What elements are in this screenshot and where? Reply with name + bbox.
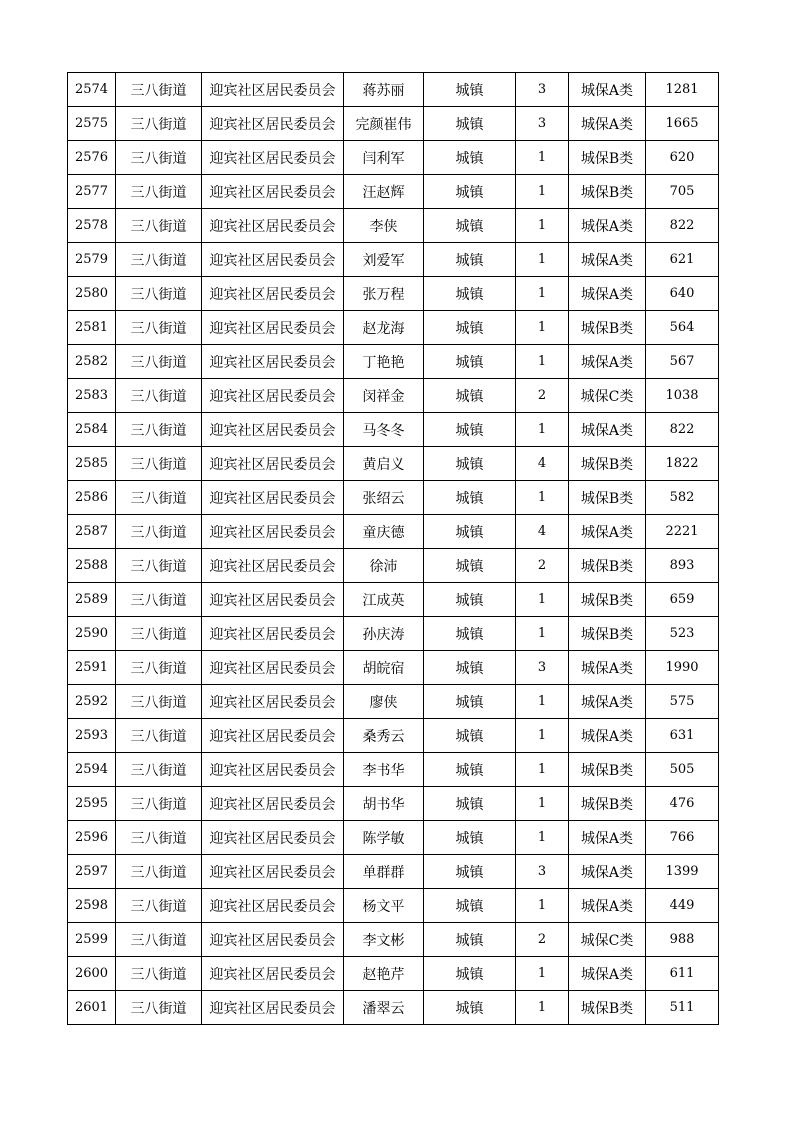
- committee-cell: 迎宾社区居民委员会: [202, 821, 344, 855]
- category-cell: 城保B类: [569, 549, 646, 583]
- category-cell: 城保A类: [569, 413, 646, 447]
- table-row: [68, 107, 719, 141]
- household-size-cell: 1: [516, 719, 569, 753]
- household-size-cell: 1: [516, 209, 569, 243]
- area-type-cell: 城镇: [424, 583, 516, 617]
- household-size-cell: 1: [516, 141, 569, 175]
- name-cell: 单群群: [344, 855, 424, 889]
- category-cell: 城保B类: [569, 787, 646, 821]
- street-cell: 三八街道: [116, 787, 202, 821]
- table-row: [68, 651, 719, 685]
- area-type-cell: 城镇: [424, 549, 516, 583]
- table-row: [68, 413, 719, 447]
- row-number: 2574: [68, 73, 116, 107]
- category-cell: 城保B类: [569, 991, 646, 1025]
- household-size-cell: 4: [516, 515, 569, 549]
- household-size-cell: 1: [516, 413, 569, 447]
- row-number: 2593: [68, 719, 116, 753]
- amount-cell: 505: [646, 753, 719, 787]
- table-row: [68, 821, 719, 855]
- category-cell: 城保A类: [569, 73, 646, 107]
- category-cell: 城保A类: [569, 719, 646, 753]
- category-cell: 城保A类: [569, 651, 646, 685]
- area-type-cell: 城镇: [424, 821, 516, 855]
- name-cell: 李侠: [344, 209, 424, 243]
- household-size-cell: 1: [516, 787, 569, 821]
- table-row: [68, 481, 719, 515]
- street-cell: 三八街道: [116, 889, 202, 923]
- table-row: [68, 889, 719, 923]
- committee-cell: 迎宾社区居民委员会: [202, 923, 344, 957]
- table-row: [68, 209, 719, 243]
- row-number: 2580: [68, 277, 116, 311]
- category-cell: 城保A类: [569, 957, 646, 991]
- committee-cell: 迎宾社区居民委员会: [202, 549, 344, 583]
- table-body: [68, 73, 719, 1025]
- amount-cell: 1399: [646, 855, 719, 889]
- committee-cell: 迎宾社区居民委员会: [202, 345, 344, 379]
- category-cell: 城保A类: [569, 515, 646, 549]
- area-type-cell: 城镇: [424, 209, 516, 243]
- household-size-cell: 2: [516, 379, 569, 413]
- street-cell: 三八街道: [116, 957, 202, 991]
- area-type-cell: 城镇: [424, 413, 516, 447]
- amount-cell: 620: [646, 141, 719, 175]
- street-cell: 三八街道: [116, 277, 202, 311]
- household-size-cell: 1: [516, 345, 569, 379]
- amount-cell: 705: [646, 175, 719, 209]
- area-type-cell: 城镇: [424, 957, 516, 991]
- amount-cell: 575: [646, 685, 719, 719]
- name-cell: 李书华: [344, 753, 424, 787]
- table-row: [68, 447, 719, 481]
- table-row: [68, 175, 719, 209]
- amount-cell: 449: [646, 889, 719, 923]
- name-cell: 赵龙海: [344, 311, 424, 345]
- street-cell: 三八街道: [116, 345, 202, 379]
- row-number: 2598: [68, 889, 116, 923]
- area-type-cell: 城镇: [424, 277, 516, 311]
- row-number: 2583: [68, 379, 116, 413]
- street-cell: 三八街道: [116, 583, 202, 617]
- table-row: [68, 957, 719, 991]
- category-cell: 城保A类: [569, 821, 646, 855]
- amount-cell: 822: [646, 413, 719, 447]
- table-row: [68, 753, 719, 787]
- row-number: 2575: [68, 107, 116, 141]
- category-cell: 城保C类: [569, 923, 646, 957]
- amount-cell: 564: [646, 311, 719, 345]
- name-cell: 张绍云: [344, 481, 424, 515]
- row-number: 2584: [68, 413, 116, 447]
- area-type-cell: 城镇: [424, 311, 516, 345]
- table-row: [68, 277, 719, 311]
- committee-cell: 迎宾社区居民委员会: [202, 209, 344, 243]
- committee-cell: 迎宾社区居民委员会: [202, 311, 344, 345]
- amount-cell: 822: [646, 209, 719, 243]
- household-size-cell: 2: [516, 923, 569, 957]
- committee-cell: 迎宾社区居民委员会: [202, 175, 344, 209]
- table-row: [68, 787, 719, 821]
- area-type-cell: 城镇: [424, 243, 516, 277]
- street-cell: 三八街道: [116, 175, 202, 209]
- household-size-cell: 1: [516, 957, 569, 991]
- area-type-cell: 城镇: [424, 753, 516, 787]
- household-size-cell: 1: [516, 175, 569, 209]
- name-cell: 蒋苏丽: [344, 73, 424, 107]
- committee-cell: 迎宾社区居民委员会: [202, 719, 344, 753]
- amount-cell: 893: [646, 549, 719, 583]
- name-cell: 胡书华: [344, 787, 424, 821]
- name-cell: 童庆德: [344, 515, 424, 549]
- area-type-cell: 城镇: [424, 141, 516, 175]
- area-type-cell: 城镇: [424, 345, 516, 379]
- area-type-cell: 城镇: [424, 923, 516, 957]
- category-cell: 城保B类: [569, 617, 646, 651]
- committee-cell: 迎宾社区居民委员会: [202, 855, 344, 889]
- name-cell: 陈学敏: [344, 821, 424, 855]
- category-cell: 城保A类: [569, 209, 646, 243]
- committee-cell: 迎宾社区居民委员会: [202, 107, 344, 141]
- household-size-cell: 3: [516, 73, 569, 107]
- category-cell: 城保B类: [569, 583, 646, 617]
- row-number: 2585: [68, 447, 116, 481]
- amount-cell: 2221: [646, 515, 719, 549]
- row-number: 2591: [68, 651, 116, 685]
- amount-cell: 621: [646, 243, 719, 277]
- household-size-cell: 1: [516, 243, 569, 277]
- household-size-cell: 1: [516, 311, 569, 345]
- street-cell: 三八街道: [116, 991, 202, 1025]
- street-cell: 三八街道: [116, 549, 202, 583]
- household-size-cell: 3: [516, 651, 569, 685]
- committee-cell: 迎宾社区居民委员会: [202, 73, 344, 107]
- amount-cell: 640: [646, 277, 719, 311]
- row-number: 2576: [68, 141, 116, 175]
- street-cell: 三八街道: [116, 481, 202, 515]
- row-number: 2578: [68, 209, 116, 243]
- beneficiary-table: [67, 72, 719, 1025]
- row-number: 2601: [68, 991, 116, 1025]
- area-type-cell: 城镇: [424, 787, 516, 821]
- table-row: [68, 617, 719, 651]
- area-type-cell: 城镇: [424, 175, 516, 209]
- table-row: [68, 243, 719, 277]
- amount-cell: 1990: [646, 651, 719, 685]
- amount-cell: 1665: [646, 107, 719, 141]
- committee-cell: 迎宾社区居民委员会: [202, 651, 344, 685]
- name-cell: 汪赵辉: [344, 175, 424, 209]
- street-cell: 三八街道: [116, 515, 202, 549]
- area-type-cell: 城镇: [424, 481, 516, 515]
- row-number: 2596: [68, 821, 116, 855]
- household-size-cell: 1: [516, 583, 569, 617]
- street-cell: 三八街道: [116, 617, 202, 651]
- category-cell: 城保B类: [569, 447, 646, 481]
- row-number: 2577: [68, 175, 116, 209]
- name-cell: 徐沛: [344, 549, 424, 583]
- table-row: [68, 685, 719, 719]
- name-cell: 黄启义: [344, 447, 424, 481]
- row-number: 2579: [68, 243, 116, 277]
- name-cell: 丁艳艳: [344, 345, 424, 379]
- table-row: [68, 991, 719, 1025]
- committee-cell: 迎宾社区居民委员会: [202, 515, 344, 549]
- amount-cell: 988: [646, 923, 719, 957]
- street-cell: 三八街道: [116, 73, 202, 107]
- amount-cell: 631: [646, 719, 719, 753]
- street-cell: 三八街道: [116, 311, 202, 345]
- row-number: 2595: [68, 787, 116, 821]
- name-cell: 闵祥金: [344, 379, 424, 413]
- row-number: 2588: [68, 549, 116, 583]
- household-size-cell: 3: [516, 107, 569, 141]
- committee-cell: 迎宾社区居民委员会: [202, 991, 344, 1025]
- category-cell: 城保A类: [569, 345, 646, 379]
- area-type-cell: 城镇: [424, 447, 516, 481]
- household-size-cell: 1: [516, 821, 569, 855]
- street-cell: 三八街道: [116, 413, 202, 447]
- committee-cell: 迎宾社区居民委员会: [202, 957, 344, 991]
- name-cell: 桑秀云: [344, 719, 424, 753]
- amount-cell: 611: [646, 957, 719, 991]
- household-size-cell: 1: [516, 685, 569, 719]
- committee-cell: 迎宾社区居民委员会: [202, 379, 344, 413]
- household-size-cell: 1: [516, 617, 569, 651]
- street-cell: 三八街道: [116, 209, 202, 243]
- committee-cell: 迎宾社区居民委员会: [202, 277, 344, 311]
- name-cell: 完颜崔伟: [344, 107, 424, 141]
- category-cell: 城保A类: [569, 889, 646, 923]
- row-number: 2600: [68, 957, 116, 991]
- category-cell: 城保B类: [569, 481, 646, 515]
- row-number: 2587: [68, 515, 116, 549]
- area-type-cell: 城镇: [424, 719, 516, 753]
- committee-cell: 迎宾社区居民委员会: [202, 685, 344, 719]
- name-cell: 孙庆涛: [344, 617, 424, 651]
- name-cell: 闫利军: [344, 141, 424, 175]
- amount-cell: 1822: [646, 447, 719, 481]
- category-cell: 城保B类: [569, 753, 646, 787]
- row-number: 2592: [68, 685, 116, 719]
- category-cell: 城保A类: [569, 855, 646, 889]
- committee-cell: 迎宾社区居民委员会: [202, 753, 344, 787]
- area-type-cell: 城镇: [424, 107, 516, 141]
- area-type-cell: 城镇: [424, 685, 516, 719]
- committee-cell: 迎宾社区居民委员会: [202, 889, 344, 923]
- street-cell: 三八街道: [116, 107, 202, 141]
- amount-cell: 582: [646, 481, 719, 515]
- row-number: 2599: [68, 923, 116, 957]
- name-cell: 胡皖宿: [344, 651, 424, 685]
- amount-cell: 523: [646, 617, 719, 651]
- amount-cell: 766: [646, 821, 719, 855]
- household-size-cell: 4: [516, 447, 569, 481]
- street-cell: 三八街道: [116, 141, 202, 175]
- household-size-cell: 1: [516, 277, 569, 311]
- name-cell: 刘爱军: [344, 243, 424, 277]
- table-row: [68, 515, 719, 549]
- row-number: 2594: [68, 753, 116, 787]
- row-number: 2597: [68, 855, 116, 889]
- amount-cell: 1281: [646, 73, 719, 107]
- area-type-cell: 城镇: [424, 73, 516, 107]
- table-row: [68, 923, 719, 957]
- street-cell: 三八街道: [116, 243, 202, 277]
- street-cell: 三八街道: [116, 447, 202, 481]
- table-row: [68, 311, 719, 345]
- row-number: 2590: [68, 617, 116, 651]
- category-cell: 城保C类: [569, 379, 646, 413]
- committee-cell: 迎宾社区居民委员会: [202, 583, 344, 617]
- area-type-cell: 城镇: [424, 651, 516, 685]
- household-size-cell: 3: [516, 855, 569, 889]
- name-cell: 张万程: [344, 277, 424, 311]
- committee-cell: 迎宾社区居民委员会: [202, 481, 344, 515]
- committee-cell: 迎宾社区居民委员会: [202, 447, 344, 481]
- category-cell: 城保A类: [569, 685, 646, 719]
- table-row: [68, 549, 719, 583]
- table-row: [68, 379, 719, 413]
- table-row: [68, 73, 719, 107]
- amount-cell: 511: [646, 991, 719, 1025]
- row-number: 2582: [68, 345, 116, 379]
- category-cell: 城保A类: [569, 277, 646, 311]
- category-cell: 城保A类: [569, 107, 646, 141]
- household-size-cell: 2: [516, 549, 569, 583]
- table-row: [68, 141, 719, 175]
- street-cell: 三八街道: [116, 685, 202, 719]
- household-size-cell: 1: [516, 753, 569, 787]
- amount-cell: 567: [646, 345, 719, 379]
- area-type-cell: 城镇: [424, 855, 516, 889]
- household-size-cell: 1: [516, 481, 569, 515]
- table-row: [68, 719, 719, 753]
- name-cell: 马冬冬: [344, 413, 424, 447]
- category-cell: 城保B类: [569, 175, 646, 209]
- committee-cell: 迎宾社区居民委员会: [202, 141, 344, 175]
- committee-cell: 迎宾社区居民委员会: [202, 413, 344, 447]
- household-size-cell: 1: [516, 991, 569, 1025]
- street-cell: 三八街道: [116, 719, 202, 753]
- street-cell: 三八街道: [116, 651, 202, 685]
- area-type-cell: 城镇: [424, 889, 516, 923]
- street-cell: 三八街道: [116, 923, 202, 957]
- street-cell: 三八街道: [116, 821, 202, 855]
- street-cell: 三八街道: [116, 855, 202, 889]
- name-cell: 赵艳芹: [344, 957, 424, 991]
- area-type-cell: 城镇: [424, 379, 516, 413]
- committee-cell: 迎宾社区居民委员会: [202, 243, 344, 277]
- street-cell: 三八街道: [116, 753, 202, 787]
- row-number: 2586: [68, 481, 116, 515]
- category-cell: 城保A类: [569, 243, 646, 277]
- table-row: [68, 345, 719, 379]
- name-cell: 廖侠: [344, 685, 424, 719]
- category-cell: 城保B类: [569, 141, 646, 175]
- household-size-cell: 1: [516, 889, 569, 923]
- amount-cell: 659: [646, 583, 719, 617]
- street-cell: 三八街道: [116, 379, 202, 413]
- category-cell: 城保B类: [569, 311, 646, 345]
- committee-cell: 迎宾社区居民委员会: [202, 617, 344, 651]
- name-cell: 李文彬: [344, 923, 424, 957]
- name-cell: 潘翠云: [344, 991, 424, 1025]
- name-cell: 江成英: [344, 583, 424, 617]
- committee-cell: 迎宾社区居民委员会: [202, 787, 344, 821]
- amount-cell: 1038: [646, 379, 719, 413]
- row-number: 2589: [68, 583, 116, 617]
- table-row: [68, 855, 719, 889]
- name-cell: 杨文平: [344, 889, 424, 923]
- area-type-cell: 城镇: [424, 991, 516, 1025]
- area-type-cell: 城镇: [424, 617, 516, 651]
- area-type-cell: 城镇: [424, 515, 516, 549]
- table-row: [68, 583, 719, 617]
- amount-cell: 476: [646, 787, 719, 821]
- row-number: 2581: [68, 311, 116, 345]
